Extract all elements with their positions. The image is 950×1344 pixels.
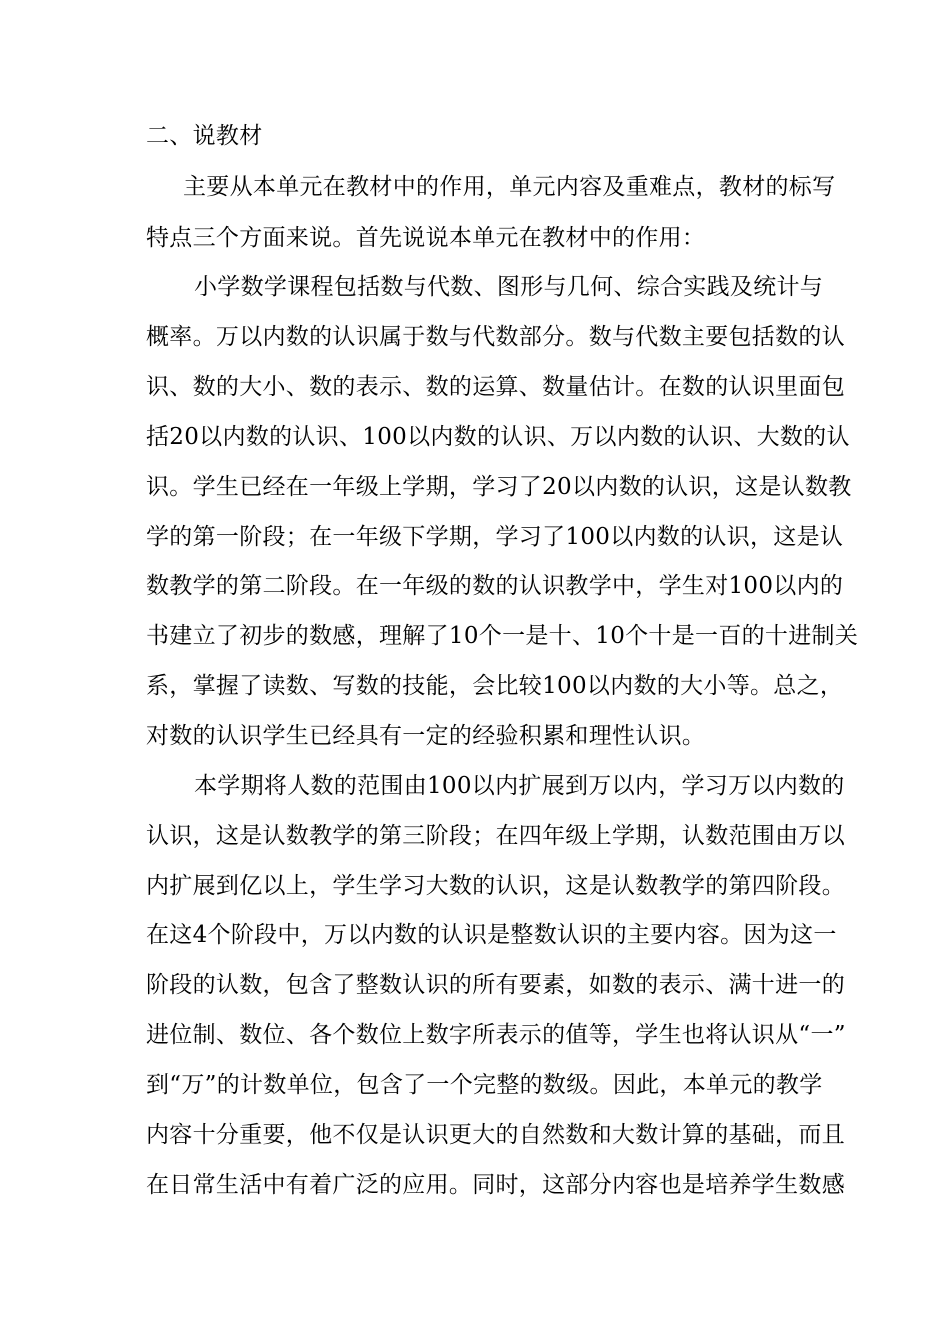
text-line: 在这4个阶段中，万以内数的认识是整数认识的主要内容。因为这一 — [146, 922, 837, 948]
text-line: 认识，这是认数教学的第三阶段；在四年级上学期，认数范围由万以 — [146, 823, 845, 849]
text-line: 阶段的认数，包含了整数认识的所有要素，如数的表示、满十进一的 — [146, 972, 845, 998]
text-line: 特点三个方面来说。首先说说本单元在教材中的作用： — [146, 225, 706, 251]
text-line: 本学期将人数的范围由100以内扩展到万以内，学习万以内数的 — [194, 773, 845, 799]
text-line: 数教学的第二阶段。在一年级的数的认识教学中，学生对100以内的 — [146, 573, 844, 599]
text-line: 内容十分重要，他不仅是认识更大的自然数和大数计算的基础，而且 — [146, 1122, 845, 1148]
text-line: 识、数的大小、数的表示、数的运算、数量估计。在数的认识里面包 — [146, 374, 845, 400]
text-line: 学的第一阶段；在一年级下学期，学习了100以内数的认识，这是认 — [146, 524, 844, 550]
section-heading: 二、说教材 — [146, 123, 263, 149]
text-line: 内扩展到亿以上，学生学习大数的认识，这是认数教学的第四阶段。 — [146, 873, 845, 899]
text-line: 小学数学课程包括数与代数、图形与几何、综合实践及统计与 — [194, 274, 824, 300]
text-line: 括20以内数的认识、100以内数的认识、万以内数的认识、大数的认 — [146, 424, 850, 450]
text-line: 进位制、数位、各个数位上数字所表示的值等，学生也将认识从“一” — [146, 1022, 846, 1048]
text-line: 对数的认识学生已经具有一定的经验积累和理性认识。 — [146, 723, 706, 749]
text-line: 主要从本单元在教材中的作用，单元内容及重难点，教材的标写 — [183, 174, 836, 200]
text-line: 识。学生已经在一年级上学期，学习了20以内数的认识，这是认数教 — [146, 474, 852, 500]
text-line: 在日常生活中有着广泛的应用。同时，这部分内容也是培养学生数感 — [146, 1172, 845, 1198]
text-line: 系，掌握了读数、写数的技能，会比较100以内数的大小等。总之， — [146, 673, 844, 699]
text-line: 到“万”的计数单位，包含了一个完整的数级。因此，本单元的教学 — [146, 1072, 823, 1098]
text-line: 概率。万以内数的认识属于数与代数部分。数与代数主要包括数的认 — [146, 324, 845, 350]
text-line: 书建立了初步的数感，理解了10个一是十、10个十是一百的十进制关 — [146, 623, 859, 649]
